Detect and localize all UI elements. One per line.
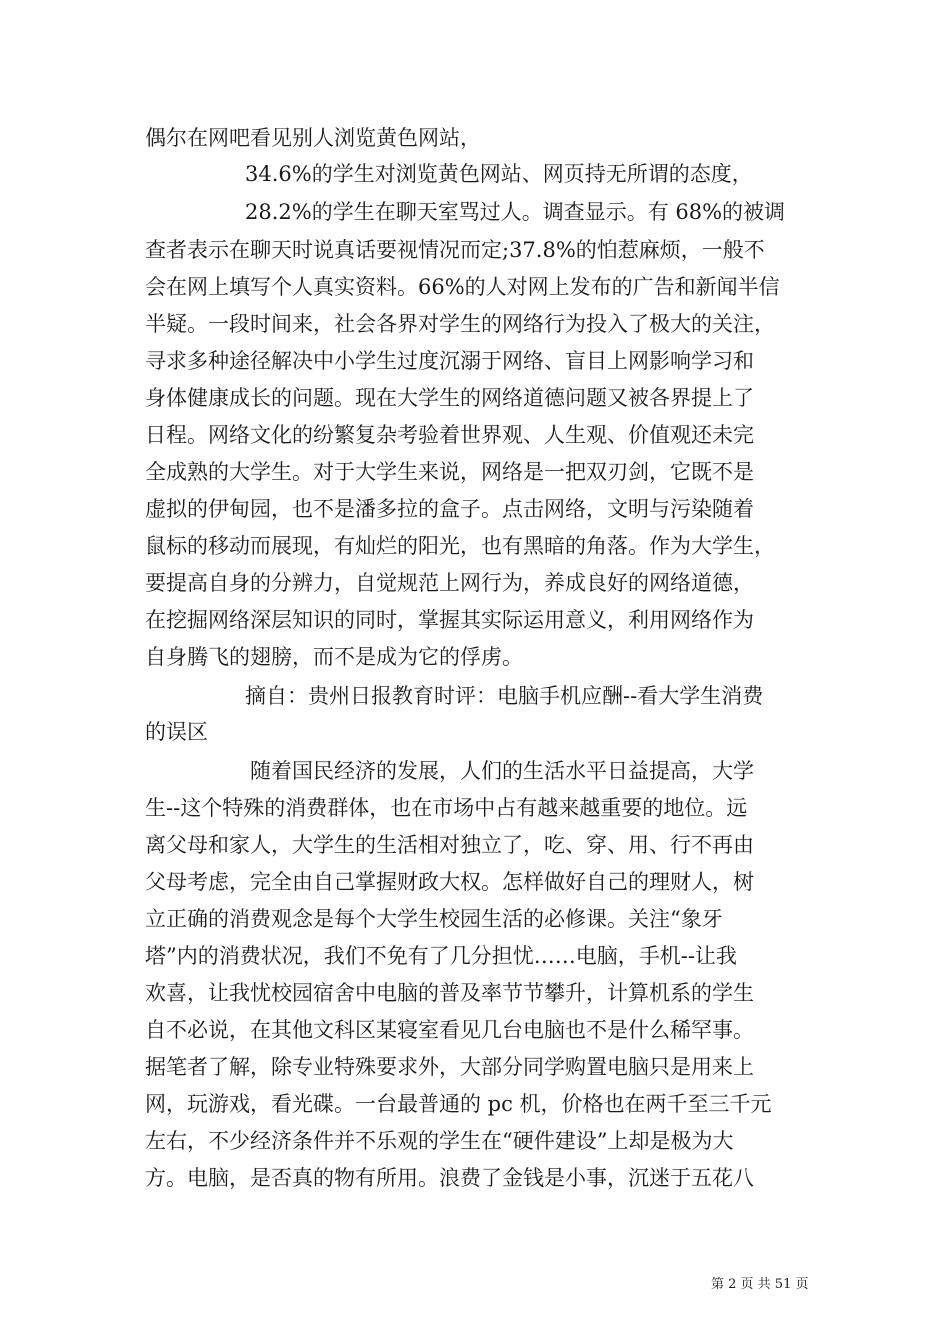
text-line: 据笔者了解，除专业特殊要求外，大部分同学购置电脑只是用来上 [145, 1055, 754, 1079]
text-line: 自身腾飞的翅膀，而不是成为它的俘虏。 [145, 645, 523, 669]
page-number-footer: 第 2 页 共 51 页 [711, 1277, 809, 1292]
text-line: 在挖掘网络深层知识的同时，掌握其实际运用意义，利用网络作为 [145, 608, 754, 632]
text-line: 34.6%的学生对浏览黄色网站、网页持无所谓的态度， [245, 162, 753, 186]
text-line: 网，玩游戏，看光碟。一台最普通的 pc 机，价格也在两千至三千元 [145, 1092, 772, 1116]
text-line: 随着国民经济的发展，人们的生活水平日益提高，大学 [250, 759, 754, 783]
text-line: 全成熟的大学生。对于大学生来说，网络是一把双刃剑，它既不是 [145, 460, 754, 484]
text-line: 会在网上填写个人真实资料。66%的人对网上发布的广告和新闻半信 [145, 275, 780, 299]
text-line: 鼠标的移动而展现，有灿烂的阳光，也有黑暗的角落。作为大学生， [145, 534, 775, 558]
text-line: 方。电脑，是否真的物有所用。浪费了金钱是小事，沉迷于五花八 [145, 1166, 754, 1190]
text-line: 半疑。一段时间来，社会各界对学生的网络行为投入了极大的关注， [145, 312, 775, 336]
text-line: 左右，不少经济条件并不乐观的学生在“硬件建设”上却是极为大 [145, 1129, 734, 1153]
text-line: 的误区 [145, 720, 208, 744]
text-line: 查者表示在聊天时说真话要视情况而定;37.8%的怕惹麻烦，一般不 [145, 238, 765, 262]
text-line: 日程。网络文化的纷繁复杂考验着世界观、人生观、价值观还未完 [145, 423, 754, 447]
text-line: 离父母和家人，大学生的生活相对独立了，吃、穿、用、行不再由 [145, 833, 754, 857]
text-line: 塔”内的消费状况，我们不免有了几分担忧……电脑，手机--让我 [145, 944, 737, 968]
text-line: 摘自：贵州日报教育时评：电脑手机应酬--看大学生消费 [245, 684, 764, 708]
text-line: 自不必说，在其他文科区某寝室看见几台电脑也不是什么稀罕事。 [145, 1018, 754, 1042]
text-line: 要提高自身的分辨力，自觉规范上网行为，养成良好的网络道德， [145, 571, 754, 595]
text-line: 欢喜，让我忧校园宿舍中电脑的普及率节节攀升，计算机系的学生 [145, 981, 754, 1005]
text-line: 偶尔在网吧看见别人浏览黄色网站， [145, 126, 481, 150]
text-line: 父母考虑，完全由自己掌握财政大权。怎样做好自己的理财人，树 [145, 870, 754, 894]
text-line: 虚拟的伊甸园，也不是潘多拉的盒子。点击网络，文明与污染随着 [145, 497, 754, 521]
text-line: 寻求多种途径解决中小学生过度沉溺于网络、盲目上网影响学习和 [145, 349, 754, 373]
text-line: 28.2%的学生在聊天室骂过人。调查显示。有 68%的被调 [245, 200, 786, 224]
text-line: 生--这个特殊的消费群体，也在市场中占有越来越重要的地位。远 [145, 796, 748, 820]
text-line: 立正确的消费观念是每个大学生校园生活的必修课。关注“象牙 [145, 907, 723, 931]
text-line: 身体健康成长的问题。现在大学生的网络道德问题又被各界提上了 [145, 386, 754, 410]
